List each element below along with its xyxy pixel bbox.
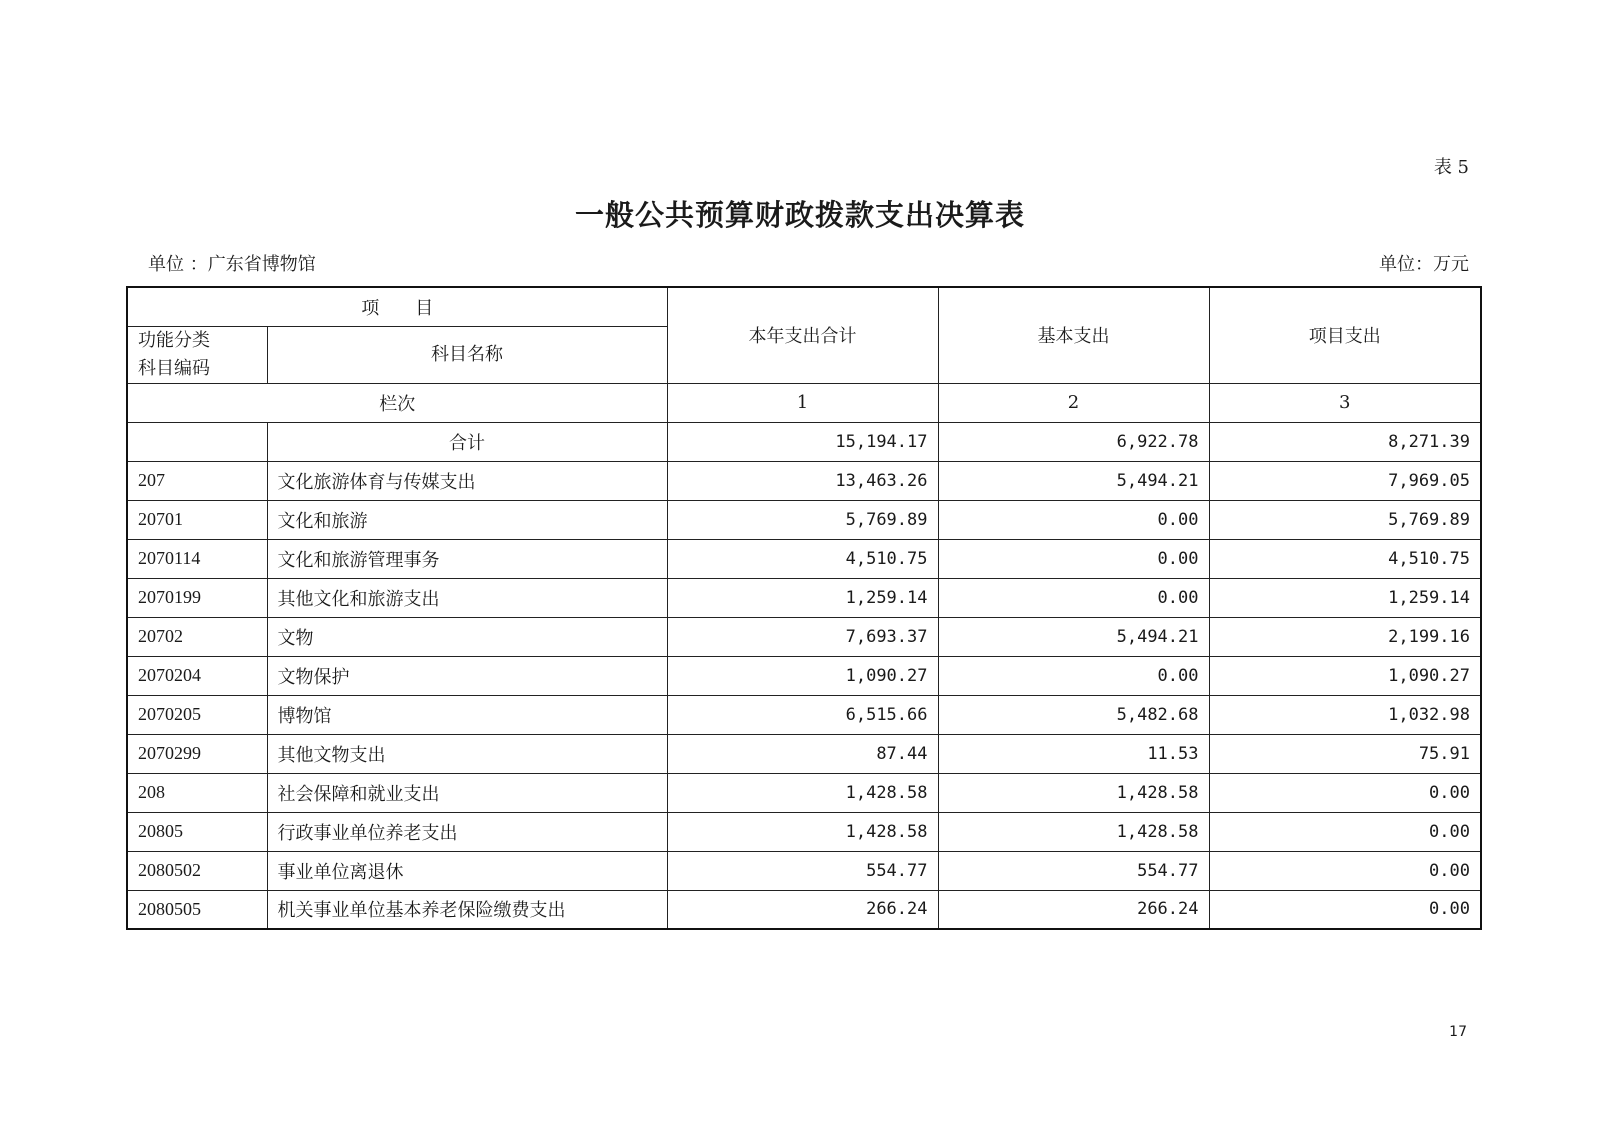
row-subject-name: 行政事业单位养老支出	[267, 812, 667, 851]
row-total-expenditure: 1,090.27	[667, 656, 938, 695]
header-row-index	[127, 383, 1481, 422]
table-row	[127, 578, 1481, 617]
row-code: 208	[127, 773, 267, 812]
row-project-expenditure: 0.00	[1209, 812, 1481, 851]
row-code: 2070114	[127, 539, 267, 578]
row-subject-name: 事业单位离退休	[267, 851, 667, 890]
row-project-expenditure: 0.00	[1209, 773, 1481, 812]
header-code-line2: 科目编码	[138, 357, 210, 379]
table-row	[127, 539, 1481, 578]
header-project: 项 目	[127, 287, 667, 326]
row-subject-name: 社会保障和就业支出	[267, 773, 667, 812]
row-project-expenditure: 4,510.75	[1209, 539, 1481, 578]
header-project-expenditure: 项目支出	[1209, 287, 1481, 383]
row-code: 20805	[127, 812, 267, 851]
row-basic-expenditure: 5,482.68	[938, 695, 1209, 734]
table-row	[127, 656, 1481, 695]
row-code: 2070199	[127, 578, 267, 617]
table-row	[127, 617, 1481, 656]
header-basic-expenditure: 基本支出	[938, 287, 1209, 383]
row-project-expenditure: 7,969.05	[1209, 461, 1481, 500]
row-subject-name: 博物馆	[267, 695, 667, 734]
row-total-expenditure: 5,769.89	[667, 500, 938, 539]
table-row	[127, 773, 1481, 812]
total-row	[127, 422, 1481, 461]
row-code: 2080502	[127, 851, 267, 890]
row-project-expenditure: 1,032.98	[1209, 695, 1481, 734]
table-row	[127, 890, 1481, 929]
row-subject-name: 文化和旅游	[267, 500, 667, 539]
header-subject-name: 科目名称	[267, 326, 667, 383]
row-subject-name: 其他文物支出	[267, 734, 667, 773]
row-basic-expenditure: 5,494.21	[938, 617, 1209, 656]
row-basic-expenditure: 0.00	[938, 656, 1209, 695]
row-basic-expenditure: 554.77	[938, 851, 1209, 890]
table-row	[127, 851, 1481, 890]
row-total-expenditure: 554.77	[667, 851, 938, 890]
row-total-expenditure: 6,515.66	[667, 695, 938, 734]
row-code: 2070205	[127, 695, 267, 734]
row-subject-name: 文化和旅游管理事务	[267, 539, 667, 578]
header-code-line1: 功能分类	[138, 329, 210, 351]
col-index-2: 2	[938, 383, 1209, 422]
total-label: 合计	[267, 422, 667, 461]
header-function-code	[127, 326, 267, 383]
unit-currency: 单位：万元	[1379, 254, 1469, 275]
row-code: 2070204	[127, 656, 267, 695]
page-title: 一般公共预算财政拨款支出决算表	[574, 198, 1025, 232]
row-total-expenditure: 266.24	[667, 890, 938, 929]
col-index-1: 1	[667, 383, 938, 422]
header-total-expenditure: 本年支出合计	[667, 287, 938, 383]
row-subject-name: 文物	[267, 617, 667, 656]
page-number: 17	[1449, 1024, 1467, 1040]
table-row	[127, 812, 1481, 851]
row-subject-name: 其他文化和旅游支出	[267, 578, 667, 617]
row-project-expenditure: 1,090.27	[1209, 656, 1481, 695]
table-row	[127, 734, 1481, 773]
row-code: 20702	[127, 617, 267, 656]
row-basic-expenditure: 1,428.58	[938, 812, 1209, 851]
row-code: 2070299	[127, 734, 267, 773]
row-basic-expenditure: 11.53	[938, 734, 1209, 773]
total-col3: 8,271.39	[1209, 422, 1481, 461]
row-total-expenditure: 13,463.26	[667, 461, 938, 500]
row-project-expenditure: 1,259.14	[1209, 578, 1481, 617]
total-code	[127, 422, 267, 461]
row-basic-expenditure: 0.00	[938, 500, 1209, 539]
table-row	[127, 500, 1481, 539]
row-total-expenditure: 87.44	[667, 734, 938, 773]
row-index-label: 栏次	[127, 383, 667, 422]
row-project-expenditure: 0.00	[1209, 890, 1481, 929]
row-subject-name: 文物保护	[267, 656, 667, 695]
table-row	[127, 695, 1481, 734]
total-col1: 15,194.17	[667, 422, 938, 461]
row-project-expenditure: 2,199.16	[1209, 617, 1481, 656]
row-subject-name: 机关事业单位基本养老保险缴费支出	[267, 890, 667, 929]
row-project-expenditure: 0.00	[1209, 851, 1481, 890]
row-basic-expenditure: 0.00	[938, 539, 1209, 578]
row-subject-name: 文化旅游体育与传媒支出	[267, 461, 667, 500]
row-total-expenditure: 1,259.14	[667, 578, 938, 617]
header-row-project	[127, 287, 1481, 326]
row-project-expenditure: 5,769.89	[1209, 500, 1481, 539]
unit-organization: 单位 ：广东省博物馆	[148, 254, 316, 275]
row-basic-expenditure: 0.00	[938, 578, 1209, 617]
row-total-expenditure: 1,428.58	[667, 773, 938, 812]
row-code: 20701	[127, 500, 267, 539]
row-project-expenditure: 75.91	[1209, 734, 1481, 773]
row-total-expenditure: 4,510.75	[667, 539, 938, 578]
row-basic-expenditure: 1,428.58	[938, 773, 1209, 812]
row-total-expenditure: 1,428.58	[667, 812, 938, 851]
row-total-expenditure: 7,693.37	[667, 617, 938, 656]
total-col2: 6,922.78	[938, 422, 1209, 461]
row-basic-expenditure: 266.24	[938, 890, 1209, 929]
budget-table	[126, 286, 1482, 930]
row-code: 2080505	[127, 890, 267, 929]
row-basic-expenditure: 5,494.21	[938, 461, 1209, 500]
row-code: 207	[127, 461, 267, 500]
table-row	[127, 461, 1481, 500]
col-index-3: 3	[1209, 383, 1481, 422]
table-label: 表 5	[1433, 157, 1469, 178]
